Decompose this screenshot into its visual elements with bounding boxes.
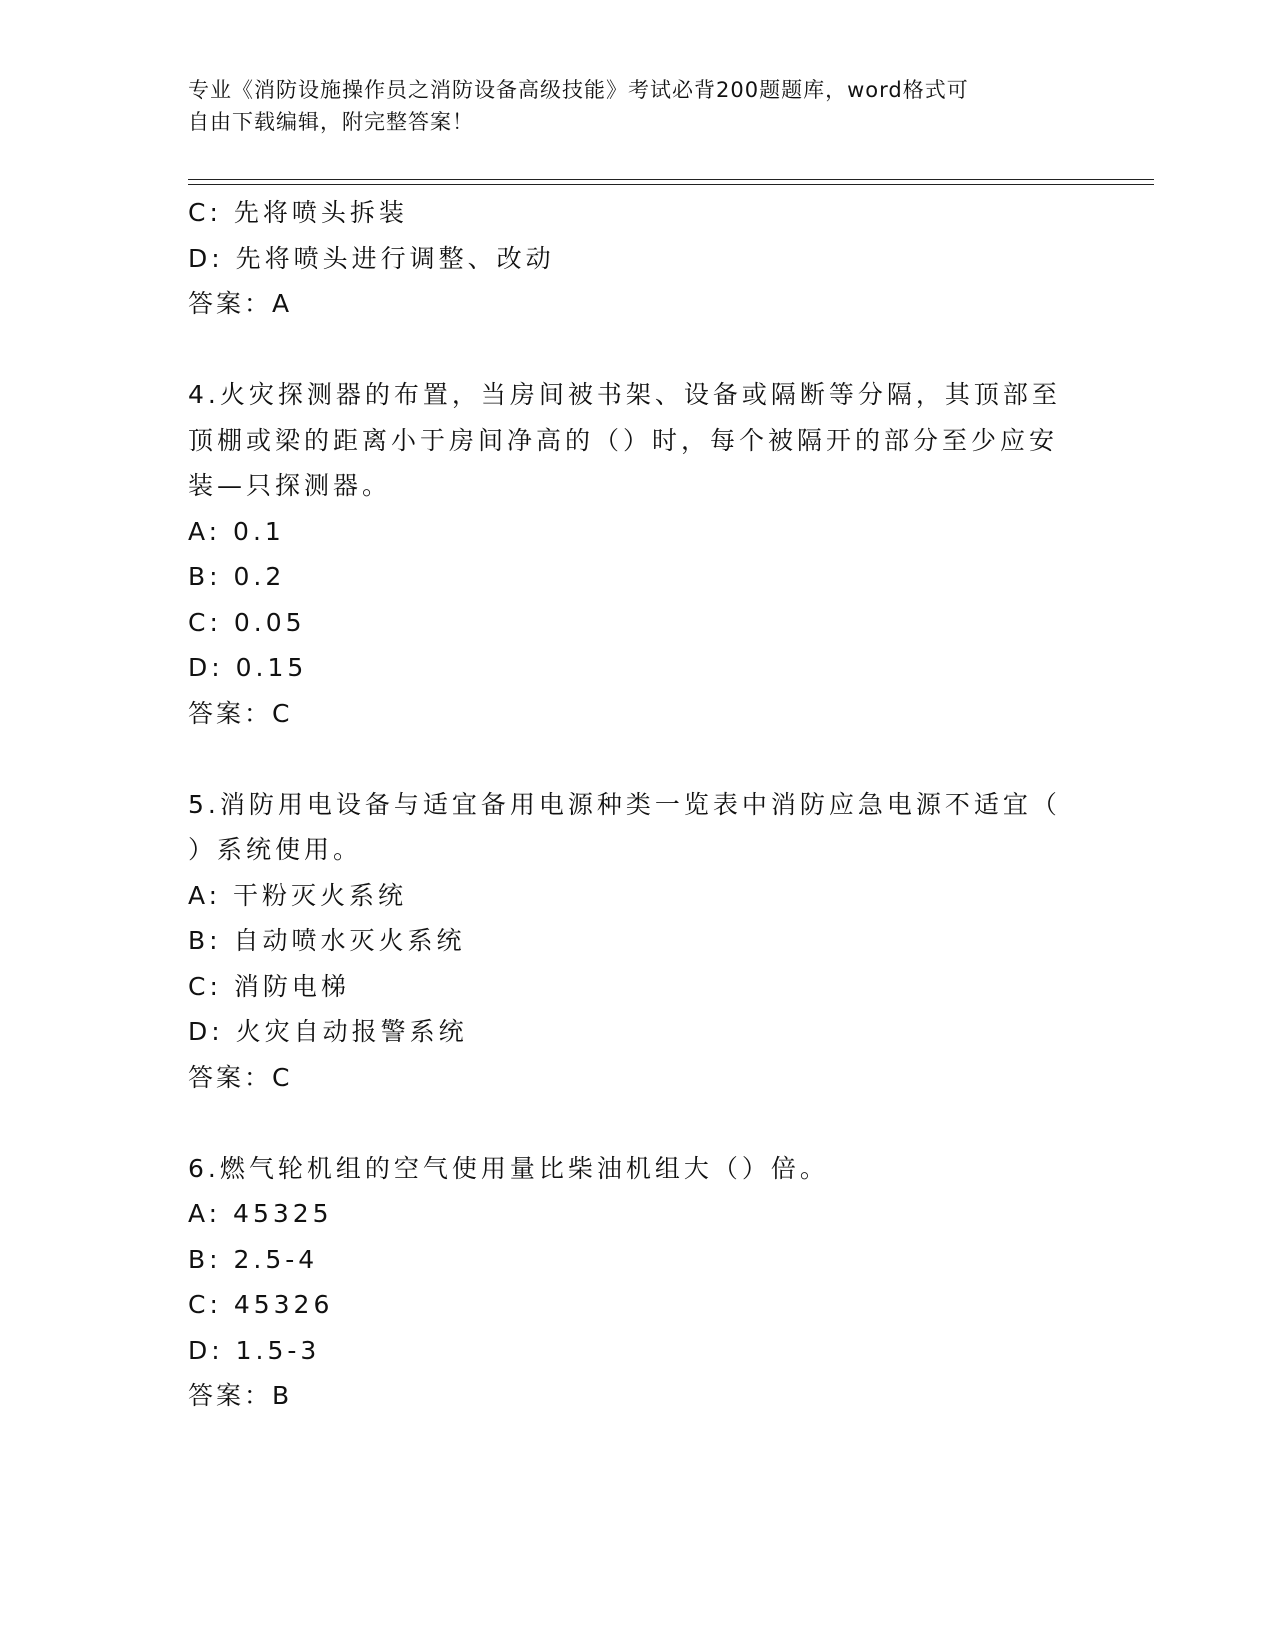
option-b (188, 918, 1068, 964)
spacer (188, 327, 1068, 373)
option-a (188, 509, 1068, 555)
question-stem-line: 6.燃气轮机组的空气使用量比柴油机组大（）倍。 (188, 1153, 829, 1183)
option-d (188, 236, 1068, 282)
option-label: B: (188, 1244, 222, 1274)
option-label: D: (188, 243, 224, 273)
option-text: 自动喷水灭火系统 (233, 926, 466, 955)
option-text: 火灾自动报警系统 (235, 1017, 468, 1046)
option-c (188, 1282, 1068, 1328)
option-label: A: (188, 880, 222, 910)
option-text: 干粉灭火系统 (233, 880, 408, 910)
question-stem-line: 4.火灾探测器的布置，当房间被书架、设备或隔断等分隔，其顶部至 (188, 380, 1061, 409)
option-text: 0.05 (233, 607, 306, 637)
option-label: C: (188, 1290, 222, 1319)
option-text: 45326 (233, 1290, 334, 1319)
answer: 答案：C (188, 698, 293, 728)
question-list (188, 190, 1068, 1419)
question-5 (188, 782, 1068, 1101)
option-label: D: (188, 653, 224, 682)
question-stem-line: 5.消防用电设备与适宜备用电源种类一览表中消防应急电源不适宜（ (188, 789, 1061, 819)
option-label: A: (188, 516, 222, 546)
option-c (188, 190, 1068, 236)
answer: 答案：A (188, 289, 293, 318)
question-stem-line: 顶棚或梁的距离小于房间净高的（）时，每个被隔开的部分至少应安 (188, 425, 1059, 455)
option-b (188, 554, 1068, 600)
option-c (188, 964, 1068, 1010)
question-3-tail (188, 190, 1068, 327)
option-text: 0.15 (235, 653, 308, 682)
option-text: 45325 (233, 1199, 333, 1228)
question-6 (188, 1146, 1068, 1419)
option-label: A: (188, 1199, 222, 1228)
option-d (188, 1328, 1068, 1374)
answer: 答案：B (188, 1381, 293, 1410)
option-text: 2.5-4 (233, 1244, 319, 1274)
option-text: 0.1 (233, 516, 285, 546)
option-d (188, 645, 1068, 691)
option-label: B: (188, 562, 222, 591)
answer: 答案：C (188, 1062, 293, 1092)
option-text: 消防电梯 (233, 971, 350, 1001)
question-stem-line: ）系统使用。 (188, 835, 363, 864)
spacer (188, 736, 1068, 782)
option-a (188, 873, 1068, 919)
spacer (188, 1100, 1068, 1146)
option-label: C: (188, 971, 222, 1001)
question-stem-line: 装—只探测器。 (188, 471, 392, 500)
header-line-1: 专业《消防设施操作员之消防设备高级技能》考试必背200题题库，word格式可 (188, 78, 969, 102)
option-text: 先将喷头进行调整、改动 (235, 243, 555, 273)
header-line-2: 自由下载编辑，附完整答案！ (188, 110, 474, 134)
option-b (188, 1237, 1068, 1283)
option-text: 先将喷头拆装 (233, 198, 408, 227)
option-label: C: (188, 198, 222, 227)
header-rule-top (188, 179, 1154, 180)
option-text: 1.5-3 (235, 1335, 321, 1365)
option-a (188, 1191, 1068, 1237)
option-d (188, 1009, 1068, 1055)
option-label: D: (188, 1017, 224, 1046)
question-4 (188, 372, 1068, 736)
option-c (188, 600, 1068, 646)
option-label: B: (188, 926, 222, 955)
option-text: 0.2 (233, 562, 286, 591)
option-label: D: (188, 1335, 224, 1365)
header-rule-bottom (188, 184, 1154, 185)
document-header (188, 74, 1068, 138)
option-label: C: (188, 607, 222, 637)
